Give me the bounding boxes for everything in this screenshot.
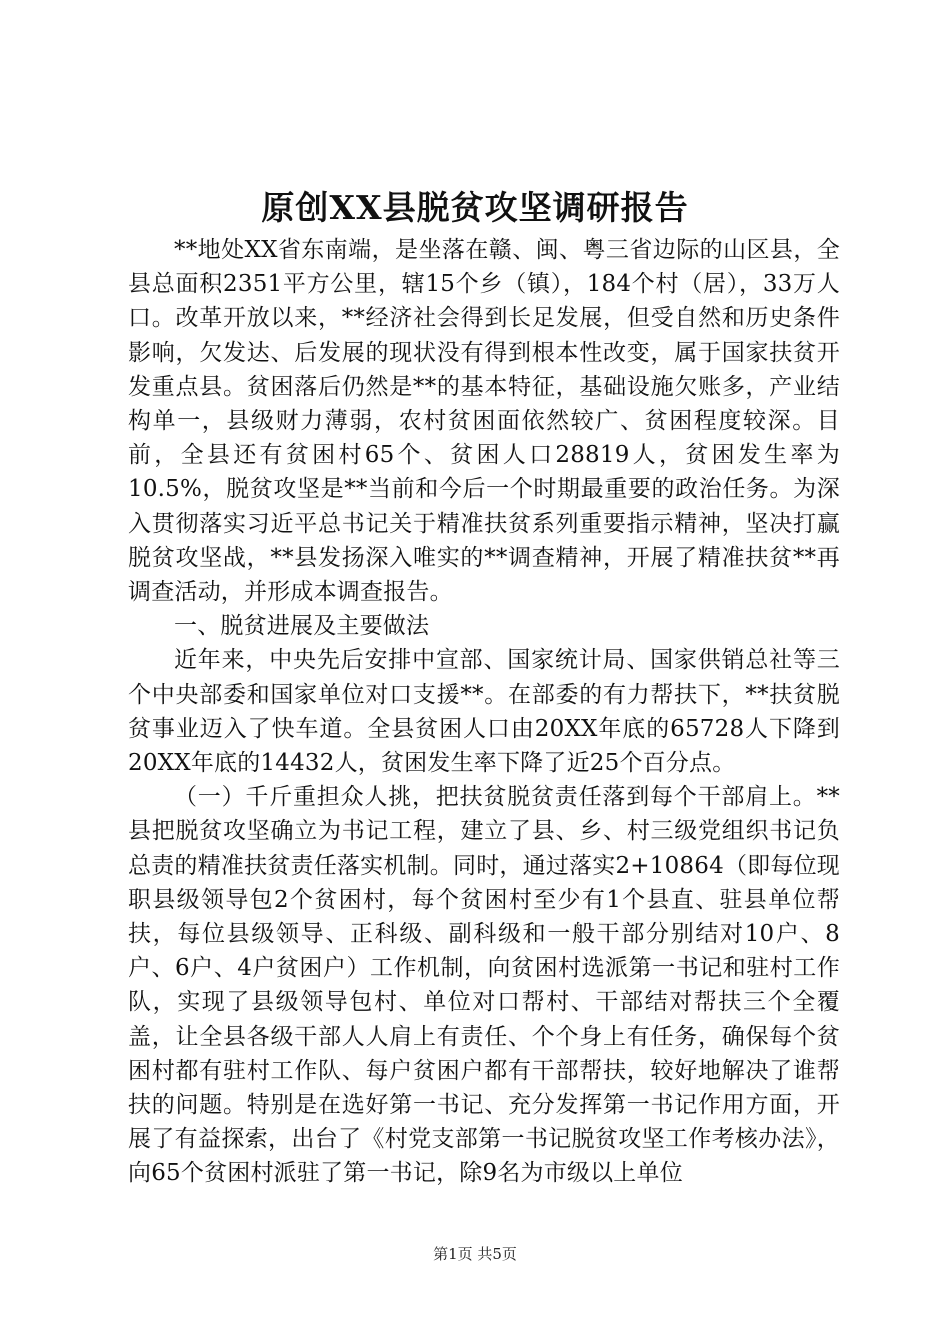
page-footer: 第1页 共5页 xyxy=(433,1245,517,1263)
section-heading: 一、脱贫进展及主要做法 xyxy=(174,613,430,640)
document-title: 原创XX县脱贫攻坚调研报告 xyxy=(261,188,689,227)
paragraph-responsibility: （一）千斤重担众人挑，把扶贫脱贫责任落到每个干部肩上。**县把脱贫攻坚确立为书记工程，建立了县、乡、村三级党组织书记负总责的精准扶贫责任落实机制。同时，通过落实2+10864（即每位现职县级领导包2个贫困村，每个贫困村至少有1个县直、驻县单位帮扶，每位县级领导、正科级、副科级和一般干部分别结对10户、8户、6户、4户贫困户）工作机制，向贫困村选派第一书记和驻村工作队，实现了县级领导包村、单位对口帮村、干部结对帮扶三个全覆盖，让全县各级干部人人肩上有责任、个个身上有任务，确保每个贫困村都有驻村工作队、每户贫困户都有干部帮扶，较好地解决了谁帮扶的问题。特别是在选好第一书记、充分发挥第一书记作用方面，开展了有益探索，出台了《村党支部第一书记脱贫攻坚工作考核办法》，向65个贫困村派驻了第一书记，除9名为市级以上单位 xyxy=(128,784,840,1187)
paragraph-intro: **地处XX省东南端，是坐落在赣、闽、粤三省边际的山区县，全县总面积2351平方公里，辖15个乡（镇），184个村（居），33万人口。改革开放以来，**经济社会得到长足发展，但受自然和历史条件影响，欠发达、后发展的现状没有得到根本性改变，属于国家扶贫开发重点县。贫困落后仍然是**的基本特征，基础设施欠账多，产业结构单一，县级财力薄弱，农村贫困面依然较广、贫困程度较深。目前，全县还有贫困村65个、贫困人口28819人，贫困发生率为10.5%，脱贫攻坚是**当前和今后一个时期最重要的政治任务。为深入贯彻落实习近平总书记关于精准扶贫系列重要指示精神，坚决打赢脱贫攻坚战，**县发扬深入唯实的**调查精神，开展了精准扶贫**再调查活动，并形成本调查报告。 xyxy=(128,237,840,606)
document-body xyxy=(128,233,840,1191)
paragraph-progress: 近年来，中央先后安排中宣部、国家统计局、国家供销总社等三个中央部委和国家单位对口支援**。在部委的有力帮扶下，**扶贫脱贫事业迈入了快车道。全县贫困人口由20XX年底的65728人下降到20XX年底的14432人，贫困发生率下降了近25个百分点。 xyxy=(128,647,840,777)
